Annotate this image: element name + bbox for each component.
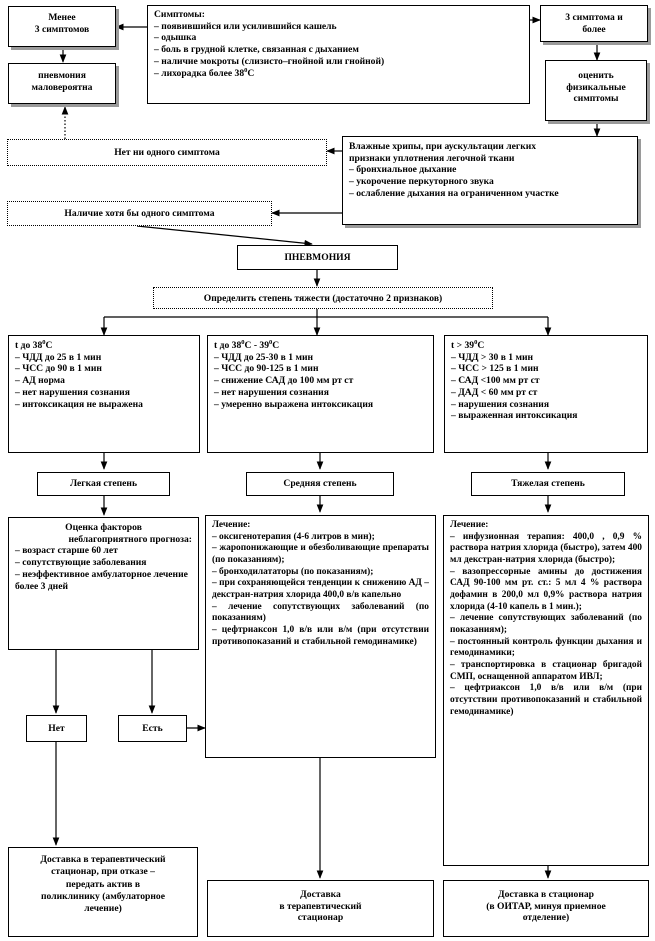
criteria-item: – ДАД < 60 мм рт ст	[451, 386, 538, 398]
criteria-item: – ЧСС до 90-125 в 1 мин	[214, 363, 319, 375]
treatment-list	[212, 532, 429, 649]
treatment-item: – инфузионная терапия: 400,0 , 0,9 % раствора натрия хлорида (быстро), затем 400 мл декстран-натрия хлорида (быстро);	[450, 531, 642, 565]
criteria-temp: t до $38^0С$	[15, 338, 53, 351]
criteria-list	[451, 352, 641, 422]
criteria-item: – ЧСС > 125 в 1 мин	[451, 363, 539, 375]
box-risk-factors: Оценка факторов неблагоприятного прогноза: – возраст старше 60 лет – сопутствующие заболевания – неэффективное амбулаторное лечение более 3 дней	[8, 517, 199, 650]
criteria-item: – ЧДД до 25-30 в 1 мин	[214, 351, 314, 363]
criteria-item: – ЧДД > 30 в 1 мин	[451, 351, 534, 363]
box-assess-physical-symptoms: оценить физикальные симптомы	[545, 60, 647, 121]
box-treatment-moderate: Лечение: – оксигенотерапия (4-6 литров в мин); – жаропонижающие и обезболивающие препараты (по показаниям); – бронходилататоры (по показаниям); – при сохраняющейся тенденции к снижению АД – декстран-натрия хлорида 400,0 в/в капельно – лечение сопутствующих заболеваний (по показаниям) – цефтриаксон 1,0 в/в или в/м (при отсутствии противопоказаний и стабильной гемодинамике)	[205, 515, 436, 758]
risk-list	[15, 545, 192, 592]
box-yes: Есть	[118, 715, 187, 742]
criteria-item: – нарушения сознания	[451, 398, 550, 410]
symptom-item: – наличие мокроты (слизисто–гнойной или гнойной)	[154, 55, 385, 67]
symptoms-list	[154, 21, 523, 80]
criteria-item: – интоксикация не выражена	[15, 398, 143, 410]
treatment-item: – жаропонижающие и обезболивающие препараты (по показаниям);	[212, 543, 429, 565]
symptom-item: – лихорадка более $38^0С$	[154, 66, 255, 79]
criteria-item: – ЧДД до 25 в 1 мин	[15, 351, 102, 363]
box-no-symptoms: Нет ни одного симптома	[7, 139, 327, 166]
symptom-item: – появившийся или усилившийся кашель	[154, 20, 337, 32]
box-mild-degree: Легкая степень	[37, 472, 170, 496]
box-pneumonia: ПНЕВМОНИЯ	[237, 245, 398, 270]
risk-item: – неэффективное амбулаторное лечение более 3 дней	[15, 568, 188, 592]
criteria-list	[214, 352, 427, 411]
symptoms-title: Симптомы:	[154, 9, 205, 20]
auscultation-item: – ослабление дыхания на ограниченном участке	[349, 187, 559, 199]
risk-item: – сопутствующие заболевания	[15, 557, 147, 569]
box-criteria-moderate	[207, 335, 434, 453]
box-deliver-moderate: Доставка в терапевтический стационар	[207, 880, 434, 937]
treatment-item: – при сохраняющейся тенденции к снижению АД – декстран-натрия хлорида 400,0 в/в капельно	[212, 578, 429, 600]
box-severe-degree: Тяжелая степень	[471, 472, 625, 496]
criteria-item: – выраженная интоксикация	[451, 410, 578, 422]
box-deliver-severe: Доставка в стационар (в ОИТАР, минуя приемное отделение)	[443, 880, 649, 937]
box-moderate-degree: Средняя степень	[246, 472, 394, 496]
box-no: Нет	[26, 715, 87, 742]
treatment-item: – транспортировка в стационар бригадой СМП, оснащенной аппаратом ИВЛ;	[450, 659, 642, 682]
treatment-item: – цефтриаксон 1,0 в/в или в/м (при отсутствии противопоказаний и стабильной гемодинамике)	[212, 624, 429, 647]
treatment-item: – оксигенотерапия (4-6 литров в мин);	[212, 531, 375, 542]
criteria-item: – нет нарушения сознания	[214, 386, 329, 398]
criteria-item: – АД норма	[15, 375, 65, 387]
treatment-item: – бронходилататоры (по показаниям);	[212, 566, 374, 577]
treatment-list	[450, 532, 642, 719]
treatment-item: – лечение сопутствующих заболеваний (по показаниям)	[212, 601, 429, 624]
box-criteria-mild	[8, 335, 200, 453]
criteria-item: – умеренно выражена интоксикация	[214, 398, 374, 410]
auscultation-item: – укорочение перкуторного звука	[349, 176, 494, 188]
criteria-item: – нет нарушения сознания	[15, 386, 130, 398]
box-determine-severity: Определить степень тяжести (достаточно 2 признаков)	[153, 287, 493, 309]
box-pneumonia-unlikely: пневмония маловероятна	[8, 63, 116, 104]
treatment-item: – лечение сопутствующих заболеваний (по показаниям);	[450, 613, 642, 635]
treatment-item: – постоянный контроль функции дыхания и гемодинамики;	[450, 636, 642, 659]
risk-item: – возраст старше 60 лет	[15, 545, 118, 557]
criteria-item: – ЧСС до 90 в 1 мин	[15, 363, 102, 375]
box-criteria-severe	[444, 335, 648, 453]
treatment-item: – вазопрессорные амины до достижения САД 90-100 мм рт. ст.: 5 мл 4 % раствора дофамин в 200,0 мл 0,9% раствора натрия хлорида (4-10 капель в 1 мин.);	[450, 566, 642, 612]
box-auscultation: Влажные хрипы, при аускультации легких признаки уплотнения легочной ткани – бронхиальное дыхание – укорочение перкуторного звука – ослабление дыхания на ограниченном участке	[342, 136, 638, 225]
criteria-item: – САД <100 мм рт ст	[451, 375, 540, 387]
symptom-item: – одышка	[154, 32, 197, 44]
box-3-or-more-symptoms: 3 симптома и более	[540, 5, 648, 42]
treatment-item: – цефтриаксон 1,0 в/в или в/м (при отсутствии противопоказаний и стабильной гемодинамике)	[450, 683, 642, 717]
criteria-temp: t до $38^0С - 39^0С$	[214, 338, 280, 351]
criteria-list	[15, 352, 193, 411]
box-symptoms	[147, 5, 530, 104]
auscultation-list	[349, 164, 631, 199]
criteria-temp: $t > 39^0С$	[451, 338, 485, 351]
box-at-least-one-symptom: Наличие хотя бы одного симптома	[7, 201, 272, 226]
arrow-atleast-pneumonia	[137, 226, 312, 244]
criteria-item: – снижение САД до 100 мм рт ст	[214, 375, 354, 387]
box-deliver-therapeutic: Доставка в терапевтический стационар, при отказе – передать актив в поликлинику (амбулаторное лечение)	[8, 847, 198, 937]
box-less-than-3-symptoms: Менее 3 симптомов	[8, 6, 116, 47]
auscultation-item: – бронхиальное дыхание	[349, 164, 457, 176]
box-treatment-severe: Лечение: – инфузионная терапия: 400,0 , 0,9 % раствора натрия хлорида (быстро), затем 400 мл декстран-натрия хлорида (быстро); – вазопрессорные амины до достижения САД 90-100 мм рт. ст.: 5 мл 4 % раствора дофамин в 200,0 мл 0,9% раствора натрия хлорида (4-10 капель в 1 мин.); – лечение сопутствующих заболеваний (по показаниям); – постоянный контроль функции дыхания и гемодинамики; – транспортировка в стационар бригадой СМП, оснащенной аппаратом ИВЛ; – цефтриаксон 1,0 в/в или в/м (при отсутствии противопоказаний и стабильной гемодинамике)	[443, 515, 649, 866]
symptom-item: – боль в грудной клетке, связанная с дыханием	[154, 44, 359, 56]
